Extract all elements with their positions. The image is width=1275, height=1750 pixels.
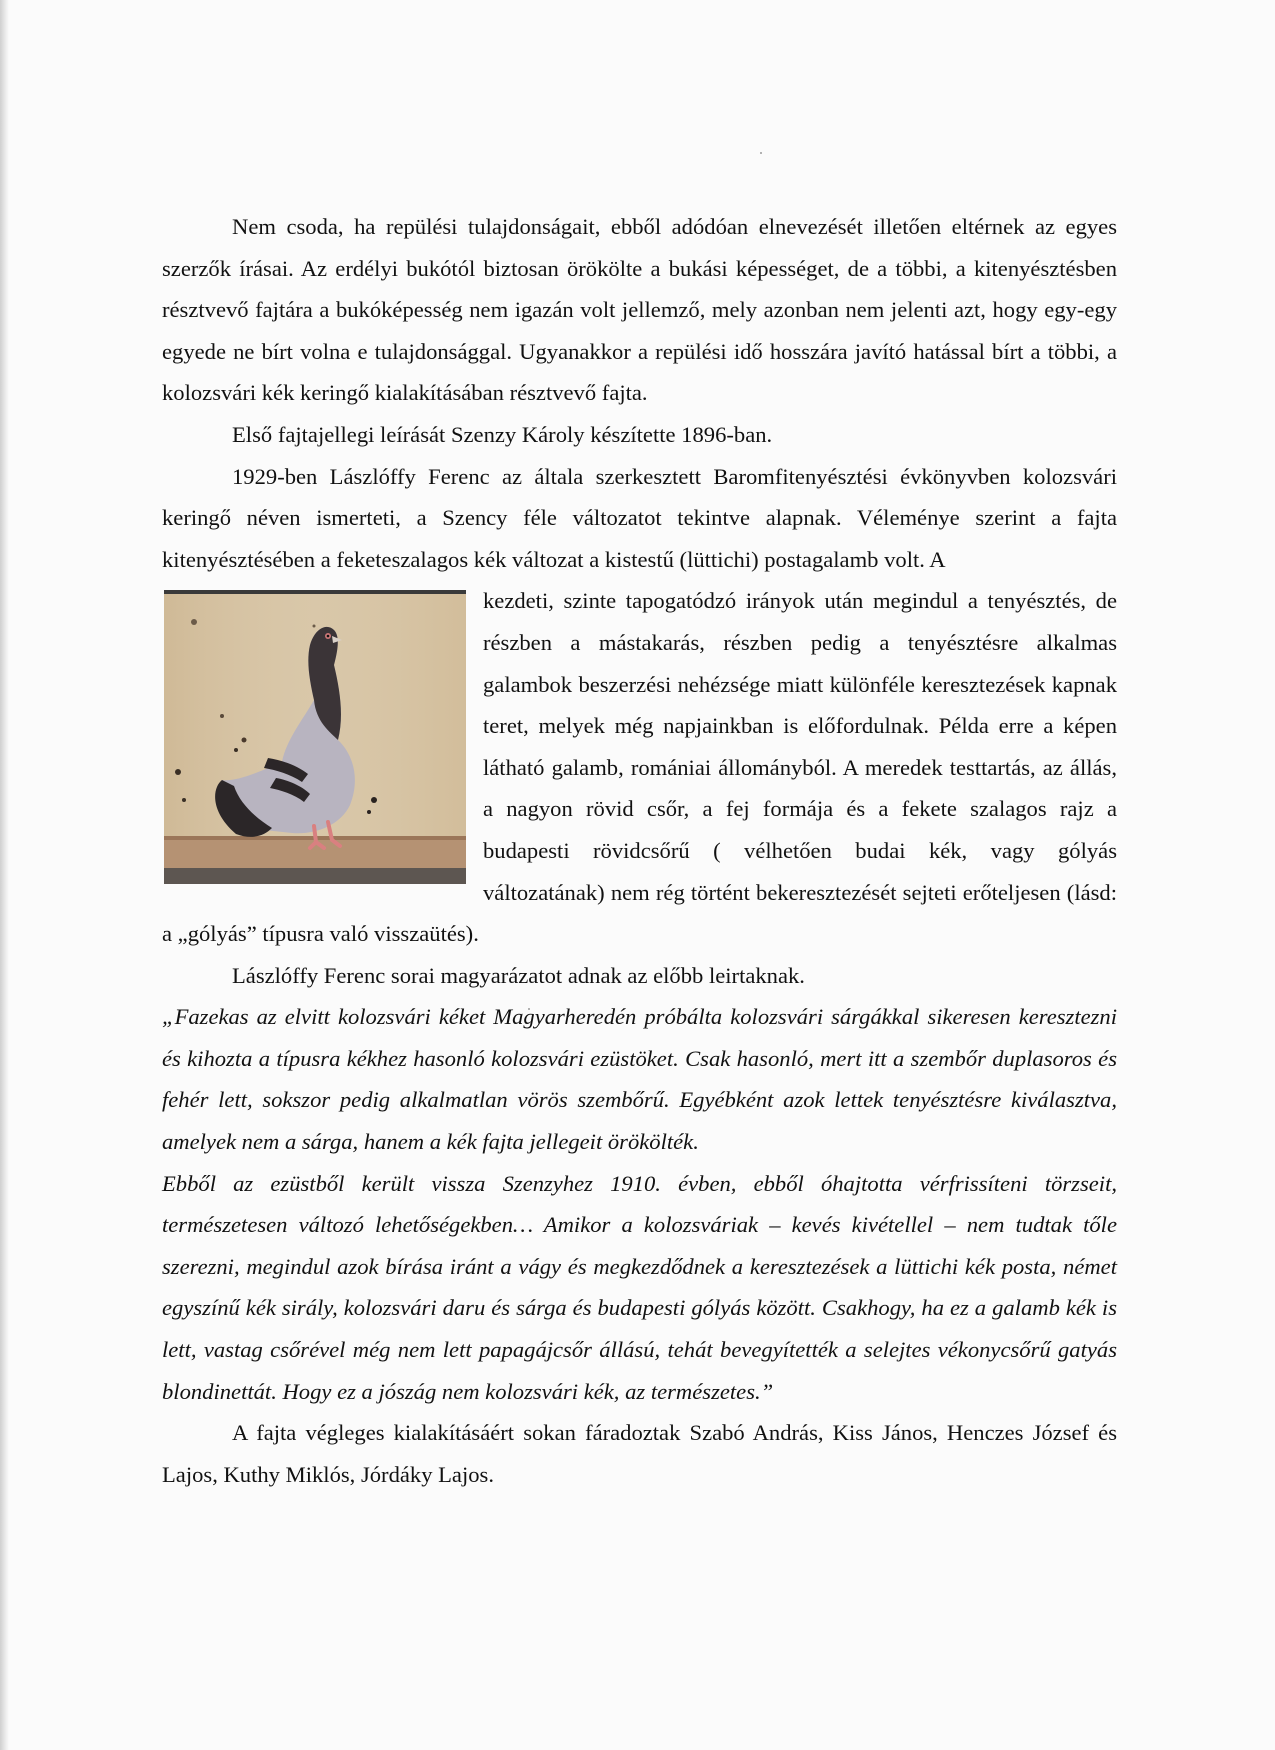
scan-speck bbox=[760, 152, 762, 154]
pigeon-photo bbox=[164, 590, 466, 884]
paragraph-flight-ability: Nem csoda, ha repülési tulajdonságait, ebből adódóan elnevezését illetően eltérnek az egyes szerzők írásai. Az erdélyi bukótól biztosan örökölte a bukási képességet, de a többi, a kitenyésztésben résztvevő fajtára a bukóképesség nem igazán volt jellemző, mely azonban nem jelenti azt, hogy egy-egy egyede ne bírt volna e tulajdonsággal. Ugyanakkor a repülési idő hosszára javító hatással bírt a többi, a kolozsvári kék keringő kialakításában résztvevő fajta. bbox=[162, 214, 1117, 406]
paragraph-laszloffy-explains: Lászlóffy Ferenc sorai magyarázatot adnak az előbb leirtaknak. bbox=[232, 962, 805, 988]
paragraph-crossbreeding: kezdeti, szinte tapogatódzó irányok után megindul a tenyésztés, de részben a mástakarás, részben pedig a tenyésztésre alkalmas galambok beszerzési nehézsége miatt különféle keresztezések kapnak teret, melyek még napjainkban is előfordulnak. Példa erre a képen látható galamb, romániai állományból. A meredek testtartás, az állás, a nagyon rövid csőr, a fej formája és a fekete szalagos rajz a budapesti rövidcsőrű ( vélhetően budai kék, vagy gólyás változatának) nem rég történt bekeresztezését sejteti erőteljesen (lásd: a „gólyás” típusra való visszaütés). bbox=[162, 588, 1117, 947]
pigeon-photo-image bbox=[164, 590, 466, 884]
paragraph-first-description: Első fajtajellegi leírását Szenzy Károly készítette 1896-ban. bbox=[232, 421, 773, 447]
quote-szenzy: Ebből az ezüstből került vissza Szenzyhez 1910. évben, ebből óhajtotta vérfrissíteni törzseit, természetesen változó lehetőségekben… Amikor a kolozsváriak – kevés kivétellel – nem tudtak tőle szerezni, megindul azok bírása iránt a vágy és megkezdődnek a keresztezések a lüttichi kék posta, német egyszínű kék sirály, kolozsvári daru és sárga és budapesti gólyás között. Csakhogy, ha ez a galamb kék is lett, vastag csőrével még nem lett papagájcsőr állású, tehát bevegyítették a selejtes vékonycsőrű gatyás blondinettát. Hogy ez a jószág nem kolozsvári kék, az természetes.” bbox=[162, 1170, 1117, 1404]
quote-fazekas: „Fazekas az elvitt kolozsvári kéket Magyarheredén próbálta kolozsvári sárgákkal sikeresen keresztezni és kihozta a típusra kékhez hasonló kolozsvári ezüstöket. Csak hasonló, mert itt a szembőr duplasoros és fehér lett, sokszor pedig alkalmatlan vörös szembőrű. Egyébként azok lettek tenyésztésre kiválasztva, amelyek nem a sárga, hanem a kék fajta jellegeit örökölték. bbox=[162, 1004, 1117, 1155]
scan-shadow-edge bbox=[0, 0, 9, 1750]
paragraph-breeders: A fajta végleges kialakításáért sokan fáradoztak Szabó András, Kiss János, Henczes József és Lajos, Kuthy Miklós, Jórdáky Lajos. bbox=[162, 1420, 1117, 1487]
paragraph-laszloffy-intro: 1929-ben Lászlóffy Ferenc az általa szerkesztett Baromfitenyésztési évkönyvben kolozsvári keringő néven ismerteti, a Szency féle változatot tekintve alapnak. Véleménye szerint a fajta kitenyésztésében a feketeszalagos kék változat a kistestű (lüttichi) postagalamb volt. A bbox=[162, 463, 1117, 572]
page-body bbox=[162, 206, 1117, 1495]
